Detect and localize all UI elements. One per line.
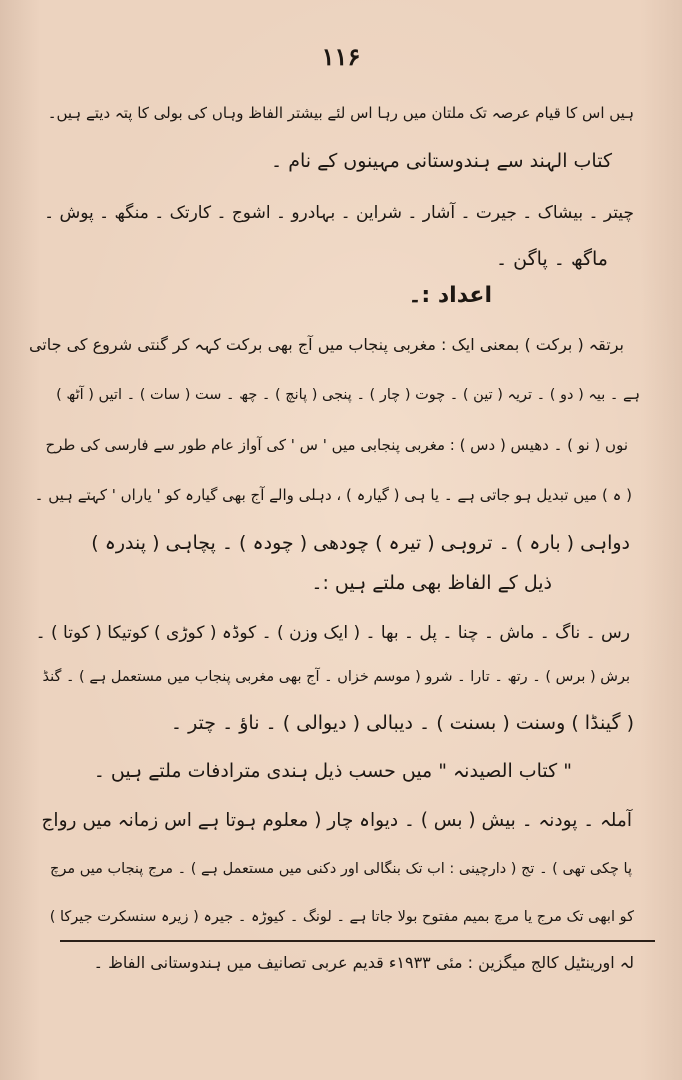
- page-number: ۱۱۶: [321, 42, 361, 71]
- text-line: ذیل کے الفاظ بھی ملتے ہیں :۔: [311, 572, 552, 594]
- text-line: رس ۔ ناگ ۔ ماش ۔ چنا ۔ پل ۔ بھا ۔ ( ایک وزن ) ۔ کوڈہ ( کوڑی ) کوتیکا ( کوتا ) ۔: [35, 623, 630, 643]
- text-line: ہیں اس کا قیام عرصہ تک ملتان میں رہا اس لئے بیشتر الفاظ وہاں کی بولی کا پتہ دیتے ہیں۔: [47, 104, 634, 122]
- section-heading: اعداد :۔: [408, 283, 492, 308]
- footnote-text: لہ اورینٹیل کالج میگزین : مئی ۱۹۳۳ء قدیم عربی تصانیف میں ہندوستانی الفاظ ۔: [93, 953, 634, 972]
- text-line: " کتاب الصیدنہ " میں حسب ذیل ہندی مترادفات ملتے ہیں ۔: [93, 760, 572, 782]
- text-line: ( گینڈا ) وسنت ( بسنت ) ۔ دیبالی ( دیوالی ) ۔ ناؤ ۔ چتر ۔: [170, 712, 634, 734]
- text-line: چیتر ۔ بیشاک ۔ جیرت ۔ آشار ۔ شراین ۔ بہادرو ۔ اشوج ۔ کارتک ۔ منگھ ۔ پوش ۔: [44, 203, 634, 223]
- text-line: آملہ ۔ پودنہ ۔ بیش ( بس ) ۔ دیواہ چار ( معلوم ہوتا ہے اس زمانہ میں رواج: [41, 810, 632, 831]
- text-line: دواہی ( بارہ ) ۔ تروہی ( تیرہ ) چودھی ( چودہ ) ۔ پچاہی ( پندرہ ): [91, 532, 630, 554]
- text-line: پا چکی تھی ) ۔ تج ( دارچینی : اب تک بنگالی اور دکنی میں مستعمل ہے ) ۔ مرج پنجاب میں مرچ: [49, 861, 632, 877]
- text-line: کتاب الہند سے ہندوستانی مہینوں کے نام ۔: [271, 150, 612, 172]
- text-line: نوں ( نو ) ۔ دھیس ( دس ) : مغربی پنجابی میں ' س ' کی آواز عام طور سے فارسی کی طرح: [45, 436, 628, 454]
- text-line: برتقہ ( برکت ) بمعنی ایک : مغربی پنجاب میں آج بھی برکت کہہ کر گنتی شروع کی جاتی: [28, 335, 624, 354]
- text-line: ( ہ ) میں تبدیل ہو جاتی ہے ۔ یا ہی ( گیارہ ) ، دہلی والے آج بھی گیارہ کو ' یاراں ' کہتے ہیں ۔: [34, 486, 632, 504]
- text-line: کو ابھی تک مرج یا مرچ بمیم مفتوح بولا جاتا ہے ۔ لونگ ۔ کیوڑہ ۔ جیرہ ( زیرہ سنسکرت جیرکا ): [49, 909, 634, 925]
- text-line: ہے ۔ بیہ ( دو ) ۔ تریہ ( تین ) ۔ چوت ( چار ) ۔ پنجی ( پانچ ) ۔ چھ ۔ ست ( سات ) ۔ اتیں ( آٹھ ): [56, 387, 640, 403]
- text-line: برش ( برس ) ۔ رتھ ۔ تارا ۔ شرو ( موسم خزاں ۔ آج بھی مغربی پنجاب میں مستعمل ہے ) ۔ گنڈ: [42, 669, 630, 685]
- footnote-divider: [60, 940, 655, 942]
- text-line: ماگھ ۔ پاگن ۔: [496, 248, 608, 270]
